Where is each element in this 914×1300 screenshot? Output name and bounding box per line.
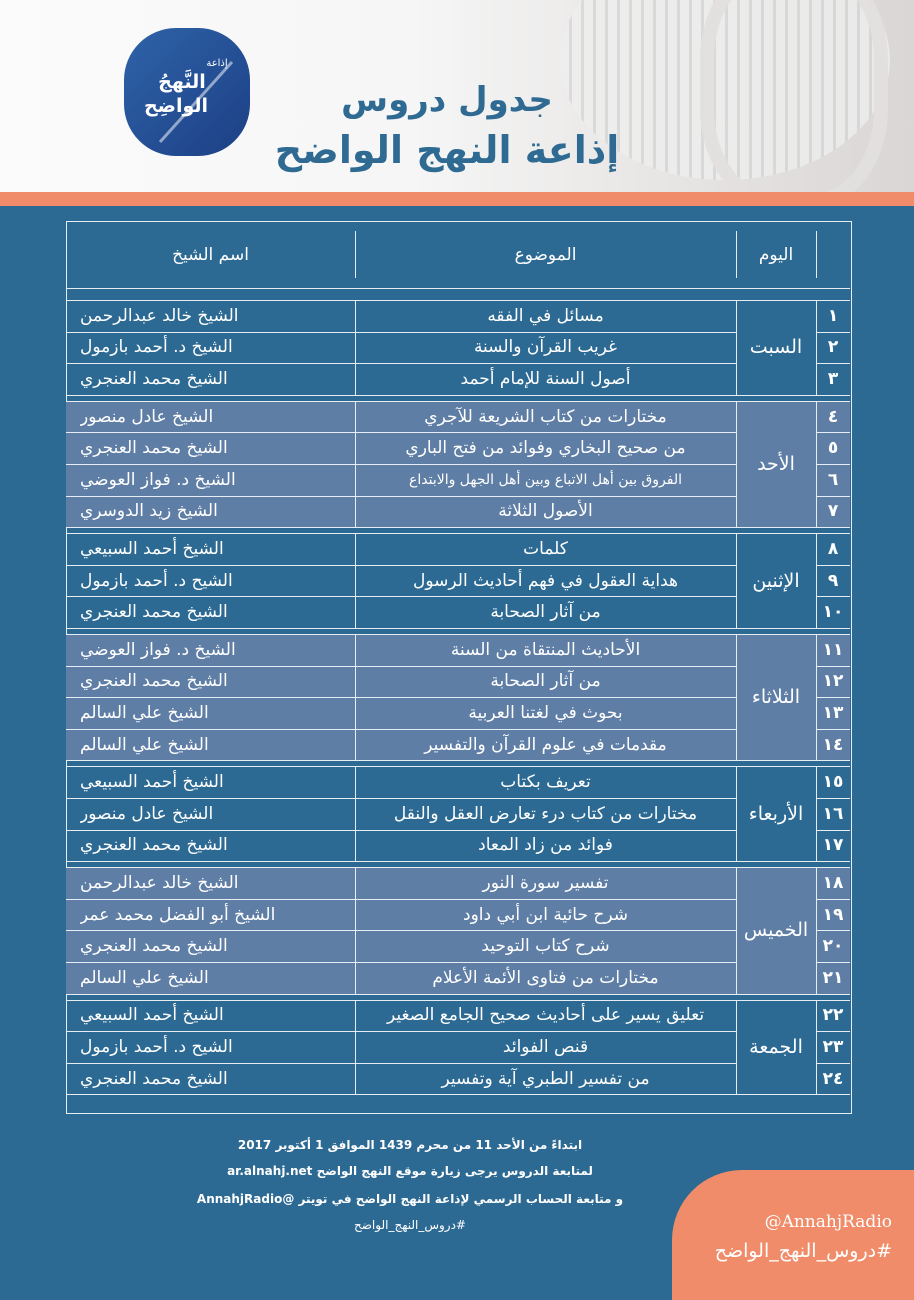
row-number: ١٥ [822, 772, 844, 793]
group-line [66, 628, 850, 629]
row-number: ٤ [827, 406, 839, 427]
row-teacher: الشيخ أحمد السبيعي [80, 772, 224, 793]
footer-hashtag: #دروس_النهج_الواضح [354, 1218, 466, 1232]
group-line [66, 760, 850, 761]
row-teacher: الشيخ علي السالم [80, 702, 209, 723]
row-topic: تعريف بكتاب [500, 772, 591, 793]
row-topic: من آثار الصحابة [490, 671, 601, 692]
row-teacher: الشيخ محمد العنجري [80, 368, 228, 389]
day-label: الأحد [757, 452, 795, 475]
row-topic: الأحاديث المنتقاة من السنة [450, 639, 641, 660]
header-day: اليوم [758, 244, 794, 265]
row-teacher: الشيخ أحمد السبيعي [80, 1005, 224, 1026]
header-divider [355, 231, 356, 278]
footer-website: لمتابعة الدروس يرجى زيارة موقع النهج الواضح ar.alnahj.net [227, 1164, 593, 1178]
header-bottom-line [66, 288, 850, 289]
row-number: ١٧ [822, 835, 844, 856]
group-line [66, 395, 850, 396]
row-topic: مسائل في الفقه [487, 305, 604, 326]
row-topic: أصول السنة للإمام أحمد [460, 368, 631, 389]
day-label: الخميس [743, 919, 809, 942]
row-teacher: الشيخ أحمد السبيعي [80, 538, 224, 559]
row-topic: الأصول الثلاثة [498, 501, 593, 522]
row-number: ٩ [827, 570, 839, 591]
row-teacher: الشيخ زيد الدوسري [80, 501, 218, 522]
row-topic: هداية العقول في فهم أحاديث الرسول [413, 570, 678, 591]
page-title-line1: جدول دروس [341, 80, 553, 120]
schedule-table [66, 221, 852, 1114]
row-topic: من صحيح البخاري وفوائد من فتح الباري [405, 438, 686, 459]
row-topic: مقدمات في علوم القرآن والتفسير [424, 734, 667, 755]
row-topic: من آثار الصحابة [490, 602, 601, 623]
twitter-handle[interactable]: @AnnahjRadio [764, 1212, 892, 1232]
row-topic: كلمات [523, 538, 568, 559]
row-number: ١٩ [822, 904, 844, 925]
row-topic: مختارات من كتاب الشريعة للآجري [424, 406, 667, 427]
row-topic: قنص الفوائد [502, 1036, 589, 1057]
row-teacher: الشيخ أبو الفضل محمد عمر [80, 904, 276, 925]
row-teacher: الشيخ محمد العنجري [80, 438, 228, 459]
header-topic: الموضوع [514, 244, 577, 265]
corner-panel [672, 1170, 914, 1300]
row-teacher: الشيخ علي السالم [80, 967, 209, 988]
row-number: ٦ [827, 469, 839, 490]
row-number: ٢٤ [822, 1068, 844, 1089]
row-teacher: الشيخ د. فواز العوضي [80, 469, 236, 490]
row-topic: تفسير سورة النور [482, 872, 609, 893]
row-topic: بحوث في لغتنا العربية [468, 702, 623, 723]
page-title-line2: إذاعة النهج الواضح [274, 128, 620, 172]
day-label: الثلاثاء [751, 686, 801, 709]
row-topic: شرح كتاب التوحيد [481, 936, 610, 957]
row-topic: شرح حائية ابن أبي داود [463, 904, 628, 925]
day-label: الأربعاء [748, 802, 804, 825]
header-separator [0, 192, 914, 206]
row-number: ٢٢ [822, 1005, 844, 1026]
row-teacher: الشيخ محمد العنجري [80, 671, 228, 692]
row-number: ١ [827, 305, 839, 326]
header-teacher: اسم الشيخ [172, 244, 249, 265]
row-number: ١٦ [822, 803, 844, 824]
row-number: ٢١ [822, 967, 844, 988]
row-teacher: الشيخ خالد عبدالرحمن [80, 872, 239, 893]
header-divider [736, 231, 737, 278]
row-number: ١٠ [822, 602, 844, 623]
day-label: السبت [749, 336, 803, 359]
row-teacher: الشيخ د. فواز العوضي [80, 639, 236, 660]
row-teacher: الشيح د. أحمد بازمول [80, 570, 233, 591]
row-number: ١٣ [822, 702, 844, 723]
group-line [66, 861, 850, 862]
footer-start-date: ابتداءً من الأحد 11 من محرم 1439 الموافق 1 أكتوبر 2017 [237, 1138, 583, 1152]
row-number: ٧ [827, 501, 839, 522]
row-topic: الفروق بين أهل الاتباع وبين أهل الجهل والابتداع [409, 471, 683, 488]
header-divider [816, 231, 817, 278]
header-banner [0, 0, 914, 192]
row-number: ١٨ [822, 872, 844, 893]
row-topic: تعليق يسير على أحاديث صحيح الجامع الصغير [386, 1005, 705, 1026]
hashtag-label[interactable]: #دروس_النهج_الواضح [714, 1240, 892, 1262]
row-topic: غريب القرآن والسنة [473, 337, 618, 358]
day-label: الجمعة [749, 1035, 803, 1058]
row-number: ٢٣ [822, 1036, 844, 1057]
row-teacher: الشيخ محمد العنجري [80, 835, 228, 856]
row-teacher: الشيخ عادل منصور [80, 406, 214, 427]
row-number: ٢٠ [822, 936, 844, 957]
row-number: ٣ [827, 368, 839, 389]
day-label: الإثنين [752, 569, 800, 592]
row-topic: مختارات من فتاوى الأئمة الأعلام [432, 967, 659, 988]
row-number: ١٢ [822, 671, 844, 692]
row-topic: مختارات من كتاب درء تعارض العقل والنقل [393, 803, 698, 824]
row-teacher: الشيح د. أحمد بازمول [80, 1036, 233, 1057]
row-teacher: الشيخ محمد العنجري [80, 1068, 228, 1089]
row-teacher: الشيخ علي السالم [80, 734, 209, 755]
group-line [66, 994, 850, 995]
logo-line3: الواضِح [143, 95, 209, 117]
row-teacher: الشيخ محمد العنجري [80, 936, 228, 957]
row-topic: من تفسير الطبري آية وتفسير [441, 1068, 650, 1089]
logo-line1: إذاعة [206, 58, 228, 69]
row-teacher: الشيخ د. أحمد بازمول [80, 337, 233, 358]
row-number: ٥ [827, 438, 839, 459]
row-number: ١١ [822, 639, 844, 660]
group-line [66, 1094, 850, 1095]
row-number: ١٤ [822, 734, 844, 755]
row-number: ٨ [827, 538, 839, 559]
logo-line2: النَّهجُ [158, 71, 206, 93]
row-teacher: الشيخ محمد العنجري [80, 602, 228, 623]
row-teacher: الشيخ عادل منصور [80, 803, 214, 824]
row-number: ٢ [827, 337, 839, 358]
row-teacher: الشيخ خالد عبدالرحمن [80, 305, 239, 326]
row-topic: فوائد من زاد المعاد [478, 835, 613, 856]
group-line [66, 527, 850, 528]
footer-twitter: و متابعة الحساب الرسمي لإذاعة النهج الواضح في تويتر @AnnahjRadio [196, 1192, 624, 1206]
